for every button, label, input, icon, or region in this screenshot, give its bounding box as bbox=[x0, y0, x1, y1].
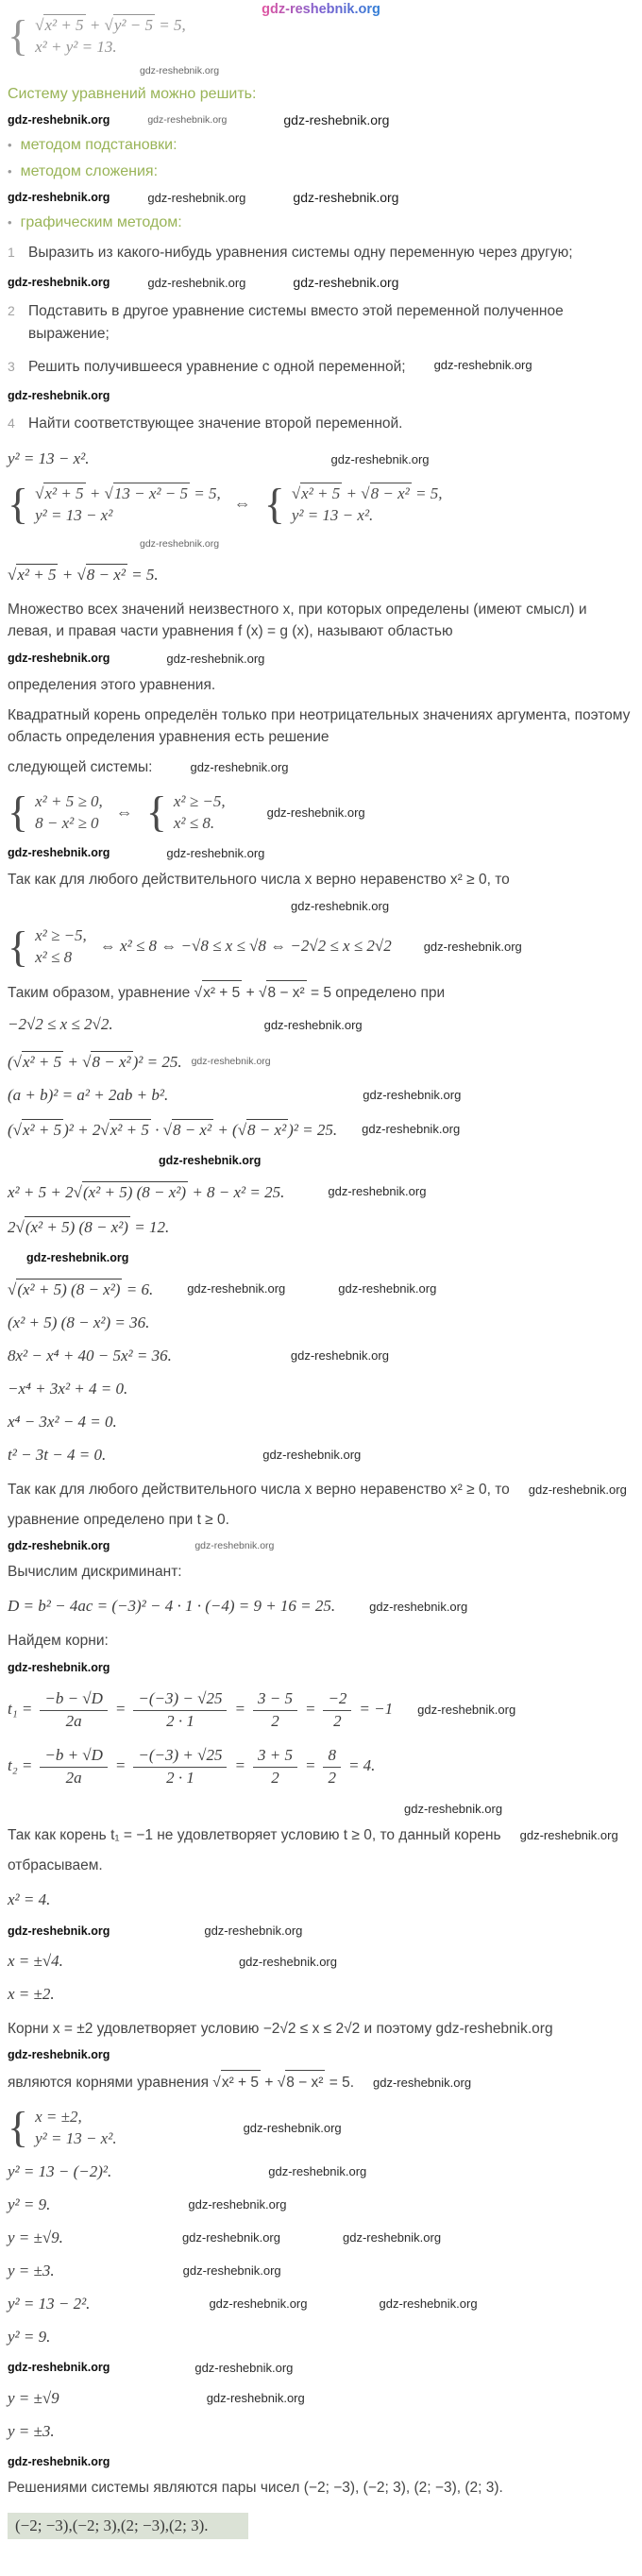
site-watermark: gdz-reshebnik.org bbox=[140, 538, 220, 551]
equation-simplified-1 bbox=[8, 1181, 631, 1202]
fraction bbox=[253, 1745, 297, 1788]
site-watermark: gdz-reshebnik.org bbox=[8, 1539, 110, 1553]
equation-y13 bbox=[8, 449, 631, 468]
site-watermark: gdz-reshebnik.org bbox=[363, 1088, 462, 1103]
fraction bbox=[133, 1745, 227, 1788]
math-text: −2√2 ≤ x ≤ 2√2. bbox=[8, 1015, 113, 1034]
site-watermark: gdz-reshebnik.org bbox=[191, 1055, 271, 1067]
equation-x-pm-2 bbox=[8, 1985, 631, 2004]
watermark-row bbox=[8, 1802, 631, 1816]
fraction bbox=[253, 1688, 297, 1731]
equation-substitution-t bbox=[8, 1446, 631, 1465]
paragraph-sqrt-condition: Квадратный корень определён только при неотрицательных значениях аргумента, поэтому область определения уравнения есть решение bbox=[8, 706, 631, 746]
math-text: −x⁴ + 3x² + 4 = 0. bbox=[8, 1379, 128, 1398]
watermark-row bbox=[8, 112, 631, 127]
system-line-1: x² ≥ −5, bbox=[173, 791, 226, 810]
method-item-addition bbox=[8, 163, 631, 180]
system-line-2: 8 − x² ≥ 0 bbox=[35, 813, 99, 832]
equation-poly-2 bbox=[8, 1380, 631, 1398]
math-text: y² = 9. bbox=[8, 2195, 51, 2213]
watermark-row bbox=[8, 538, 631, 550]
equation-root-t2 bbox=[8, 1745, 631, 1788]
equation-simplified-2 bbox=[8, 1216, 631, 1237]
system-lines bbox=[174, 792, 226, 833]
fraction-numerator: 3 + 5 bbox=[253, 1745, 297, 1768]
math-text: (√x² + 5 + √8 − x² )² = 25. bbox=[8, 1052, 182, 1071]
fraction bbox=[323, 1688, 351, 1731]
site-watermark: gdz-reshebnik.org bbox=[293, 190, 399, 205]
site-watermark: gdz-reshebnik.org bbox=[262, 1448, 362, 1463]
site-watermark: gdz-reshebnik.org bbox=[8, 2454, 110, 2468]
site-watermark: gdz-reshebnik.org bbox=[187, 1281, 286, 1296]
method-label: графическим методом: bbox=[20, 214, 182, 230]
fraction-numerator: −2 bbox=[323, 1688, 351, 1711]
site-watermark: gdz-reshebnik.org bbox=[423, 939, 522, 954]
equation-root-t1 bbox=[8, 1688, 631, 1731]
discriminant-label: Вычислим дискриминант: bbox=[8, 1564, 182, 1581]
system-line-2: x² + y² = 13. bbox=[35, 38, 117, 56]
fraction-denominator: 2 bbox=[333, 1711, 342, 1730]
paragraph-domain-definition-end: определения этого уравнения. bbox=[8, 676, 216, 693]
math-text: t² − 3t − 4 = 0. bbox=[8, 1445, 107, 1464]
site-watermark: gdz-reshebnik.org bbox=[379, 2296, 478, 2312]
site-watermark: gdz-reshebnik.org bbox=[293, 275, 399, 291]
watermark-row bbox=[8, 190, 631, 205]
watermark-row bbox=[8, 2048, 631, 2061]
system-line-1: x² + 5 ≥ 0, bbox=[35, 791, 103, 810]
paragraph-text: следующей системы: bbox=[8, 759, 153, 776]
site-watermark: gdz-reshebnik.org bbox=[140, 65, 220, 76]
paragraph-text: Так как корень t₁ = −1 не удовлетворяет условию t ≥ 0, то данный корень bbox=[8, 1826, 501, 1843]
step-item-1 bbox=[8, 242, 631, 264]
site-watermark: gdz-reshebnik.org bbox=[159, 1153, 262, 1167]
site-watermark: gdz-reshebnik.org bbox=[190, 760, 289, 775]
math-text: y² = 13 − x². bbox=[8, 449, 90, 468]
site-watermark: gdz-reshebnik.org bbox=[209, 2296, 308, 2312]
fraction-denominator: 2 · 1 bbox=[166, 1711, 194, 1730]
step-text: Выразить из какого-нибудь уравнения системы одну переменную через другую; bbox=[28, 245, 573, 261]
math-text: x = ±2. bbox=[8, 1985, 55, 2004]
site-watermark: gdz-reshebnik.org bbox=[8, 652, 110, 666]
site-watermark: gdz-reshebnik.org bbox=[206, 2391, 305, 2406]
system-line-2: x² ≤ 8. bbox=[173, 813, 215, 832]
equivalence-symbol: ⇔ bbox=[115, 802, 133, 822]
system-left bbox=[8, 2103, 117, 2152]
system-line-1: x = ±2, bbox=[35, 2107, 82, 2126]
equation-product bbox=[8, 1313, 631, 1332]
step-item-4 bbox=[8, 413, 631, 435]
watermark-row bbox=[8, 2455, 631, 2468]
math-text: (√x² + 5 )² + 2√x² + 5 · √8 − x² + (√8 − x² )² = 25. bbox=[8, 1120, 338, 1139]
site-watermark: gdz-reshebnik.org bbox=[328, 1184, 427, 1199]
math-text: t₂ = bbox=[8, 1756, 33, 1775]
fraction-numerator: 8 bbox=[323, 1745, 341, 1768]
system-lines bbox=[35, 483, 221, 525]
system-lines bbox=[35, 2108, 116, 2148]
paragraph-nonnegative-square: Так как для любого действительного числа x верно неравенство x² ≥ 0, то bbox=[8, 871, 510, 888]
math-text: √(x² + 5) (8 − x²) = 6. bbox=[8, 1280, 154, 1298]
paragraph-roots-satisfy: Корни x = ±2 удовлетворяет условию −2√2 ≤ x ≤ 2√2 и поэтому gdz-reshebnik.org bbox=[8, 2021, 553, 2038]
site-watermark: gdz-reshebnik.org bbox=[417, 1702, 516, 1717]
math-text: y = ±3. bbox=[8, 2261, 55, 2279]
site-watermark: gdz-reshebnik.org bbox=[147, 114, 228, 126]
step-number: 3 bbox=[8, 359, 15, 375]
math-text: x = ±√4. bbox=[8, 1952, 63, 1971]
site-watermark: gdz-reshebnik.org bbox=[238, 1954, 337, 1969]
site-watermark: gdz-reshebnik.org bbox=[263, 1018, 363, 1033]
site-watermark: gdz-reshebnik.org bbox=[147, 275, 246, 290]
fraction bbox=[40, 1745, 108, 1788]
site-watermark: gdz-reshebnik.org bbox=[8, 1924, 110, 1938]
equivalence-symbol: ⇔ bbox=[233, 494, 251, 514]
paragraph-t-condition bbox=[8, 1479, 631, 1500]
system-lines bbox=[35, 926, 87, 967]
math-text: D = b² − 4ac = (−3)² − 4 · 1 · (−4) = 9 + 16 = 25. bbox=[8, 1597, 336, 1616]
system-line-2: y² = 13 − x². bbox=[35, 2128, 117, 2147]
watermark-row bbox=[8, 1251, 631, 1264]
system-equivalence-1 bbox=[8, 479, 631, 528]
equals-sign: = bbox=[114, 1700, 127, 1719]
math-text: x⁴ − 3x² − 4 = 0. bbox=[8, 1412, 117, 1431]
fraction-denominator: 2 bbox=[328, 1768, 336, 1787]
paragraph-roots-satisfy-end bbox=[8, 2070, 631, 2093]
site-watermark-link[interactable]: gdz-reshebnik.org bbox=[262, 2, 380, 17]
step-text: Решить получившееся уравнение с одной переменной; bbox=[28, 359, 406, 376]
system-brace: { bbox=[263, 479, 285, 528]
fraction bbox=[323, 1745, 341, 1788]
system-left bbox=[8, 479, 221, 528]
math-text: = −1 bbox=[359, 1700, 394, 1719]
equation-y-3 bbox=[8, 2229, 631, 2247]
equation-y-8 bbox=[8, 2422, 631, 2441]
math-text: x² + 5 + 2√(x² + 5) (8 − x²) + 8 − x² = 25. bbox=[8, 1182, 285, 1201]
bullet-icon: • bbox=[8, 164, 12, 178]
site-watermark: gdz-reshebnik.org bbox=[373, 2076, 472, 2091]
equivalence-chain: ⇔ x² ≤ 8 ⇔ −√8 ≤ x ≤ √8 ⇔ −2√2 ≤ x ≤ 2√2 bbox=[99, 937, 392, 956]
site-watermark: gdz-reshebnik.org bbox=[8, 2361, 110, 2375]
answer-row bbox=[8, 2507, 631, 2539]
math-text: y = ±√9 bbox=[8, 2388, 59, 2407]
system-right bbox=[263, 479, 443, 528]
equation-simplified-3 bbox=[8, 1279, 631, 1299]
original-system bbox=[8, 10, 631, 59]
site-watermark: gdz-reshebnik.org bbox=[8, 2048, 110, 2062]
site-watermark: gdz-reshebnik.org bbox=[26, 1250, 129, 1264]
math-text: y² = 9. bbox=[8, 2327, 51, 2346]
equals-sign: = bbox=[304, 1700, 316, 1719]
system-left bbox=[8, 788, 103, 837]
step-text: Подставить в другое уравнение системы вместо этой переменной полученное выражение; bbox=[28, 303, 564, 343]
fraction-denominator: 2 · 1 bbox=[166, 1768, 194, 1787]
conclusion-text: Решениями системы являются пары чисел (−2; −3), (−2; 3), (2; −3), (2; 3). bbox=[8, 2479, 503, 2496]
math-text: √x² + 5 + √8 − x² = 5. bbox=[8, 566, 159, 585]
site-watermark: gdz-reshebnik.org bbox=[8, 191, 110, 204]
site-watermark: gdz-reshebnik.org bbox=[433, 358, 532, 373]
site-watermark: gdz-reshebnik.org bbox=[8, 846, 110, 860]
site-watermark: gdz-reshebnik.org bbox=[338, 1281, 437, 1296]
step-number: 1 bbox=[8, 245, 15, 260]
system-brace: { bbox=[8, 479, 29, 528]
watermark-row bbox=[8, 1539, 631, 1552]
system-brace: { bbox=[8, 10, 29, 59]
site-watermark: gdz-reshebnik.org bbox=[8, 276, 110, 290]
step-text: Найти соответствующее значение второй переменной. bbox=[28, 415, 403, 432]
site-watermark: gdz-reshebnik.org bbox=[182, 2263, 281, 2279]
equation-discriminant bbox=[8, 1597, 631, 1616]
equation-y-5 bbox=[8, 2295, 631, 2313]
paragraph-following-system bbox=[8, 756, 631, 778]
step-number: 4 bbox=[8, 415, 15, 432]
system-line-1: √x² + 5 + √8 − x² = 5, bbox=[291, 484, 443, 503]
watermark-row bbox=[8, 275, 631, 290]
equation-squared bbox=[8, 1051, 631, 1072]
math-text: = 4. bbox=[347, 1756, 376, 1775]
site-watermark: gdz-reshebnik.org bbox=[268, 2164, 367, 2179]
equation-x-squared bbox=[8, 1890, 631, 1909]
equation-binomial-identity bbox=[8, 1086, 631, 1105]
interval-line bbox=[8, 1012, 631, 1037]
equation-y-4 bbox=[8, 2262, 631, 2280]
equation-y-1 bbox=[8, 2162, 631, 2181]
bullet-icon: • bbox=[8, 138, 12, 152]
system-brace: { bbox=[145, 788, 167, 837]
system-with-chain bbox=[8, 922, 631, 971]
system-line-2: y² = 13 − x². bbox=[291, 506, 374, 525]
paragraph-discard-root bbox=[8, 1824, 631, 1846]
site-watermark: gdz-reshebnik.org bbox=[166, 845, 265, 860]
roots-label: Найдем корни: bbox=[8, 1633, 109, 1650]
watermark-row bbox=[8, 1661, 631, 1674]
step-number: 2 bbox=[8, 303, 15, 319]
math-text: y² = 13 − (−2)². bbox=[8, 2161, 112, 2180]
system-equivalence-2 bbox=[8, 788, 631, 837]
math-text: 2√(x² + 5) (8 − x²) = 12. bbox=[8, 1217, 170, 1236]
watermark-row bbox=[8, 846, 631, 860]
watermark-row bbox=[8, 1924, 631, 1938]
site-watermark: gdz-reshebnik.org bbox=[8, 1660, 110, 1674]
site-watermark: gdz-reshebnik.org bbox=[404, 1801, 503, 1816]
site-watermark: gdz-reshebnik.org bbox=[243, 2120, 342, 2135]
final-answer: (−2; −3),(−2; 3),(2; −3),(2; 3). bbox=[8, 2513, 248, 2539]
system-lines bbox=[35, 14, 186, 57]
site-watermark: gdz-reshebnik.org bbox=[369, 1599, 468, 1614]
system-lines bbox=[292, 483, 443, 525]
fraction-denominator: 2a bbox=[65, 1768, 82, 1787]
system-right bbox=[145, 788, 226, 837]
site-watermark: gdz-reshebnik.org bbox=[204, 1924, 303, 1939]
site-watermark: gdz-reshebnik.org bbox=[528, 1482, 627, 1497]
site-watermark: gdz-reshebnik.org bbox=[291, 898, 390, 913]
site-watermark: gdz-reshebnik.org bbox=[194, 1540, 275, 1552]
site-watermark: gdz-reshebnik.org bbox=[8, 113, 110, 127]
equation-poly-3 bbox=[8, 1413, 631, 1432]
paragraph-t-condition-end: уравнение определено при t ≥ 0. bbox=[8, 1511, 229, 1528]
watermark-row bbox=[8, 899, 631, 913]
site-watermark: gdz-reshebnik.org bbox=[343, 2230, 442, 2246]
equation-poly-1 bbox=[8, 1347, 631, 1365]
site-watermark: gdz-reshebnik.org bbox=[188, 2197, 287, 2212]
system-line-2: y² = 13 − x² bbox=[35, 506, 113, 525]
equation-y-2 bbox=[8, 2195, 631, 2214]
equation-main bbox=[8, 564, 631, 585]
fraction-numerator: −b + √D bbox=[40, 1745, 108, 1768]
site-watermark: gdz-reshebnik.org bbox=[519, 1827, 618, 1842]
math-text: 8x² − x⁴ + 40 − 5x² = 36. bbox=[8, 1346, 172, 1364]
fraction-numerator: −b − √D bbox=[40, 1688, 108, 1711]
site-watermark: gdz-reshebnik.org bbox=[283, 112, 390, 127]
method-label: методом подстановки: bbox=[20, 137, 177, 153]
step-item-2 bbox=[8, 300, 631, 346]
fraction-numerator: −(−3) − √25 bbox=[133, 1688, 227, 1711]
system-brace: { bbox=[8, 788, 29, 837]
bullet-icon: • bbox=[8, 215, 12, 229]
method-item-substitution bbox=[8, 137, 631, 154]
math-text: y = ±3. bbox=[8, 2421, 55, 2440]
system-line-2: x² ≤ 8 bbox=[35, 947, 73, 966]
system-left bbox=[8, 922, 87, 971]
fraction-denominator: 2 bbox=[271, 1768, 279, 1787]
fraction-numerator: −(−3) + √25 bbox=[133, 1745, 227, 1768]
methods-intro: Систему уравнений можно решить: bbox=[8, 86, 257, 102]
site-watermark: gdz-reshebnik.org bbox=[166, 651, 265, 666]
paragraph-discard-root-end: отбрасываем. bbox=[8, 1856, 103, 1873]
system-lines bbox=[35, 792, 103, 833]
site-watermark: gdz-reshebnik.org bbox=[290, 1348, 389, 1364]
paragraph-text: Так как для любого действительного числа x верно неравенство x² ≥ 0, то bbox=[8, 1481, 510, 1498]
method-item-graphical bbox=[8, 214, 631, 231]
fraction bbox=[40, 1688, 108, 1731]
paragraph-domain-definition: Множество всех значений неизвестного x, при которых определены (имеют смысл) и левая, и правая части уравнения f (x) = g (x), называют областью bbox=[8, 602, 587, 640]
math-text: t₁ = bbox=[8, 1700, 33, 1719]
site-watermark: gdz-reshebnik.org bbox=[8, 389, 110, 403]
fraction-denominator: 2 bbox=[271, 1711, 279, 1730]
system-brace: { bbox=[8, 922, 29, 971]
fraction-denominator: 2a bbox=[65, 1711, 82, 1730]
math-text: x² = 4. bbox=[8, 1890, 51, 1909]
method-label: методом сложения: bbox=[20, 163, 159, 179]
watermark-row bbox=[8, 65, 631, 76]
equals-sign: = bbox=[114, 1756, 127, 1775]
equation-x-pm-sqrt bbox=[8, 1952, 631, 1971]
equation-y-6 bbox=[8, 2328, 631, 2347]
math-text: y² = 13 − 2². bbox=[8, 2294, 91, 2313]
equals-sign: = bbox=[234, 1700, 245, 1719]
equals-sign: = bbox=[234, 1756, 245, 1775]
math-text: y = ±√9. bbox=[8, 2228, 63, 2246]
paragraph-defined-at: Таким образом, уравнение √x² + 5 + √8 − x² = 5 определено при bbox=[8, 980, 631, 1004]
site-watermark: gdz-reshebnik.org bbox=[362, 1122, 461, 1137]
site-watermark: gdz-reshebnik.org bbox=[194, 2360, 294, 2375]
site-watermark: gdz-reshebnik.org bbox=[330, 451, 430, 466]
system-line-1: x² ≥ −5, bbox=[35, 925, 87, 944]
site-watermark: gdz-reshebnik.org bbox=[147, 190, 246, 205]
system-line-1: √x² + 5 + √13 − x² − 5 = 5, bbox=[35, 484, 221, 503]
system-line-1: √x² + 5 + √y² − 5 = 5, bbox=[35, 16, 186, 34]
step-item-3 bbox=[8, 356, 631, 379]
watermark-row bbox=[8, 389, 631, 402]
system-brace: { bbox=[8, 2103, 29, 2152]
watermark-row bbox=[8, 2361, 631, 2375]
watermark-row bbox=[8, 1154, 631, 1167]
site-watermark: gdz-reshebnik.org bbox=[181, 2230, 280, 2246]
equation-y-7 bbox=[8, 2389, 631, 2408]
paragraph-text: являются корнями уравнения √x² + 5 + √8 − x² = 5. bbox=[8, 2070, 354, 2093]
final-system bbox=[8, 2103, 631, 2152]
fraction-numerator: 3 − 5 bbox=[253, 1688, 297, 1711]
fraction bbox=[133, 1688, 227, 1731]
math-text: (a + b)² = a² + 2ab + b². bbox=[8, 1085, 169, 1104]
site-watermark: gdz-reshebnik.org bbox=[266, 805, 365, 820]
watermark-row bbox=[8, 652, 631, 666]
equals-sign: = bbox=[304, 1756, 316, 1775]
equation-expanded bbox=[8, 1119, 631, 1140]
math-text: (x² + 5) (8 − x²) = 36. bbox=[8, 1313, 150, 1331]
